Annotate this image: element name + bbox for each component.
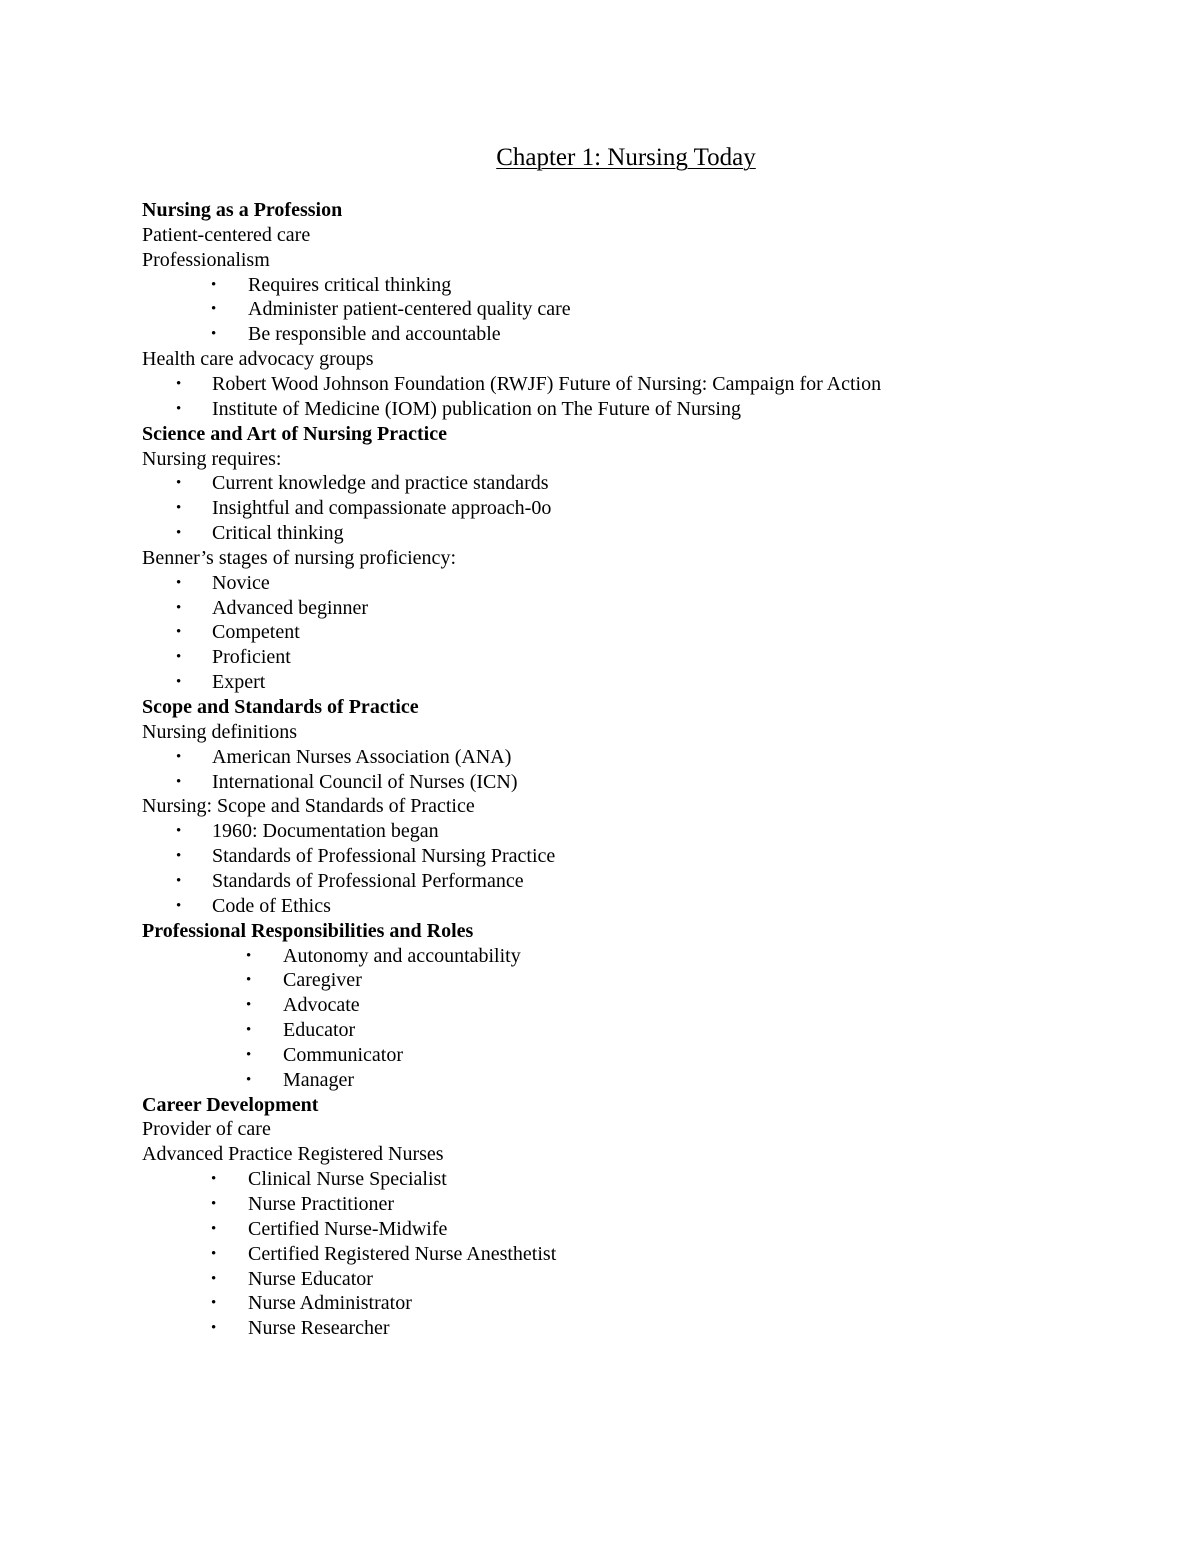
list-item: Advanced beginner <box>212 597 369 619</box>
section-heading: Career Development <box>142 1094 319 1116</box>
document-title: Chapter 1: Nursing Today <box>496 144 756 171</box>
list-item: Institute of Medicine (IOM) publication on The Future of Nursing <box>212 398 741 420</box>
list-item: Critical thinking <box>212 522 344 544</box>
list-item: Certified Registered Nurse Anesthetist <box>248 1243 557 1265</box>
section-heading: Science and Art of Nursing Practice <box>142 423 447 445</box>
bullet-icon: • <box>176 376 182 392</box>
bullet-icon: • <box>176 525 182 541</box>
bullet-icon: • <box>176 575 182 591</box>
bullet-icon: • <box>246 1047 252 1063</box>
list-item: Nurse Practitioner <box>248 1193 395 1215</box>
list-item: Certified Nurse-Midwife <box>248 1218 448 1240</box>
subheading-text: Provider of care <box>142 1118 271 1140</box>
bullet-icon: • <box>246 1072 252 1088</box>
bullet-icon: • <box>211 1295 217 1311</box>
bullet-icon: • <box>176 674 182 690</box>
bullet-icon: • <box>211 1246 217 1262</box>
list-item: American Nurses Association (ANA) <box>212 746 512 768</box>
section-heading: Nursing as a Profession <box>142 199 343 221</box>
list-item: Clinical Nurse Specialist <box>248 1168 447 1190</box>
bullet-icon: • <box>176 624 182 640</box>
list-item: Standards of Professional Nursing Practice <box>212 845 556 867</box>
bullet-icon: • <box>211 301 217 317</box>
bullet-icon: • <box>176 873 182 889</box>
bullet-icon: • <box>176 600 182 616</box>
bullet-icon: • <box>176 475 182 491</box>
bullet-icon: • <box>211 1171 217 1187</box>
subheading-text: Advanced Practice Registered Nurses <box>142 1143 444 1165</box>
subheading-text: Nursing requires: <box>142 448 282 470</box>
list-item: Educator <box>283 1019 356 1041</box>
bullet-icon: • <box>176 649 182 665</box>
list-item: 1960: Documentation began <box>212 820 439 842</box>
list-item: Autonomy and accountability <box>283 945 521 967</box>
bullet-icon: • <box>176 898 182 914</box>
subheading-text: Patient-centered care <box>142 224 311 246</box>
list-item: Be responsible and accountable <box>248 323 501 345</box>
bullet-icon: • <box>211 1196 217 1212</box>
list-item: Nurse Researcher <box>248 1317 390 1339</box>
bullet-icon: • <box>176 823 182 839</box>
list-item: Novice <box>212 572 270 594</box>
list-item: Code of Ethics <box>212 895 331 917</box>
list-item: Standards of Professional Performance <box>212 870 524 892</box>
bullet-icon: • <box>211 1320 217 1336</box>
subheading-text: Professionalism <box>142 249 270 271</box>
bullet-icon: • <box>246 997 252 1013</box>
list-item: Nurse Administrator <box>248 1292 412 1314</box>
list-item: Caregiver <box>283 969 362 991</box>
bullet-icon: • <box>246 1022 252 1038</box>
bullet-icon: • <box>176 749 182 765</box>
bullet-icon: • <box>211 1271 217 1287</box>
subheading-text: Nursing: Scope and Standards of Practice <box>142 795 475 817</box>
subheading-text: Benner’s stages of nursing proficiency: <box>142 547 456 569</box>
bullet-icon: • <box>211 326 217 342</box>
list-item: Expert <box>212 671 266 693</box>
bullet-icon: • <box>211 277 217 293</box>
bullet-icon: • <box>176 848 182 864</box>
list-item: Manager <box>283 1069 355 1091</box>
list-item: Requires critical thinking <box>248 274 452 296</box>
bullet-icon: • <box>246 948 252 964</box>
list-item: Advocate <box>283 994 360 1016</box>
bullet-icon: • <box>176 774 182 790</box>
subheading-text: Health care advocacy groups <box>142 348 374 370</box>
list-item: International Council of Nurses (ICN) <box>212 771 518 793</box>
subheading-text: Nursing definitions <box>142 721 297 743</box>
bullet-icon: • <box>211 1221 217 1237</box>
section-heading: Professional Responsibilities and Roles <box>142 920 474 942</box>
list-item: Proficient <box>212 646 291 668</box>
bullet-icon: • <box>246 972 252 988</box>
list-item: Insightful and compassionate approach-0o <box>212 497 552 519</box>
list-item: Robert Wood Johnson Foundation (RWJF) Future of Nursing: Campaign for Action <box>212 373 882 395</box>
bullet-icon: • <box>176 401 182 417</box>
section-heading: Scope and Standards of Practice <box>142 696 419 718</box>
list-item: Competent <box>212 621 300 643</box>
list-item: Administer patient-centered quality care <box>248 298 571 320</box>
list-item: Current knowledge and practice standards <box>212 472 549 494</box>
list-item: Communicator <box>283 1044 403 1066</box>
list-item: Nurse Educator <box>248 1268 373 1290</box>
bullet-icon: • <box>176 500 182 516</box>
